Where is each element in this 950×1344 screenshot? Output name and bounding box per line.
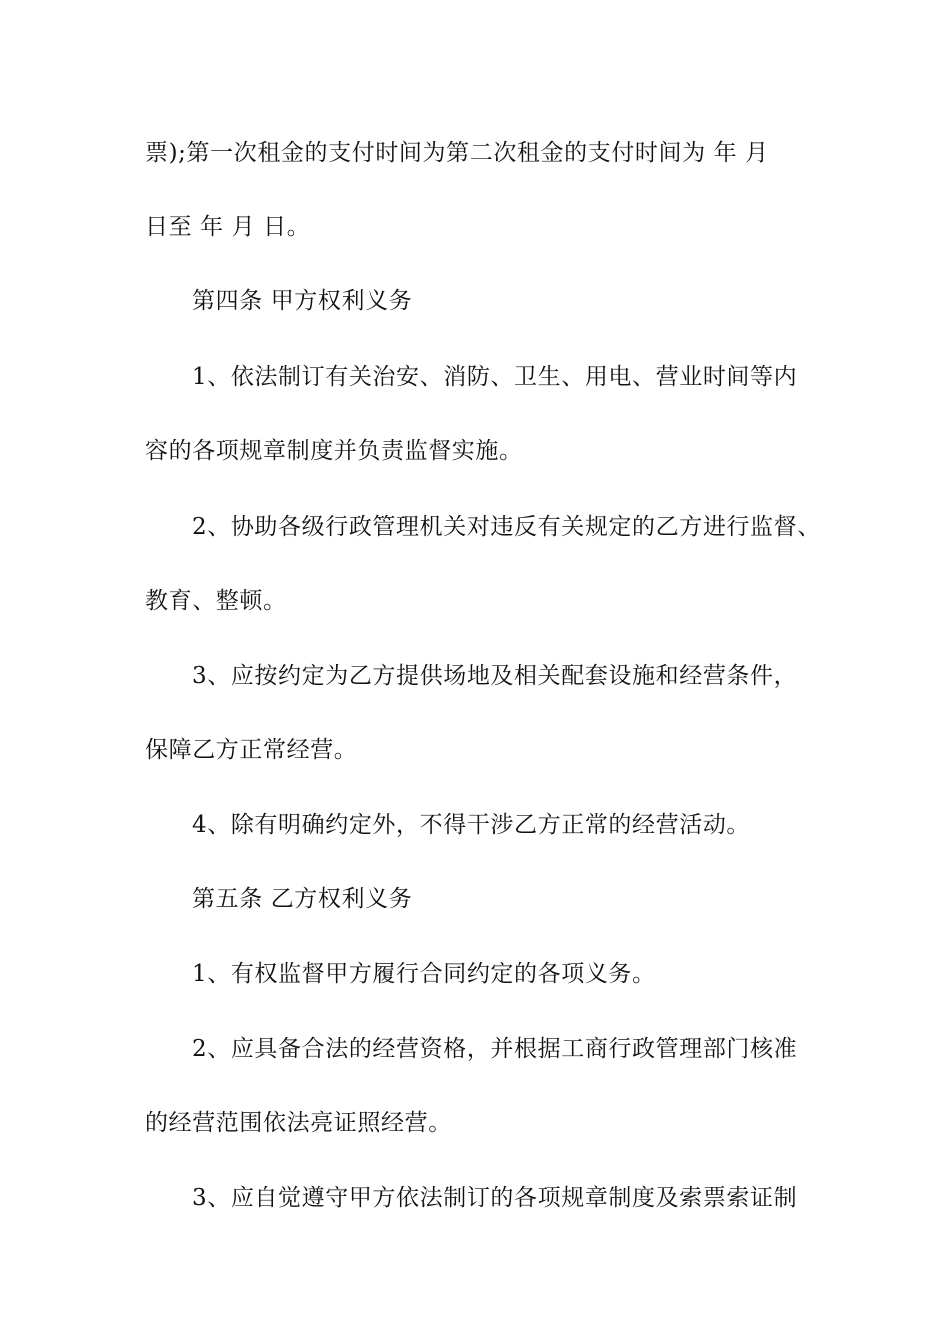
text-line-payment-date-range: 日至 年 月 日。 <box>145 214 311 240</box>
article-four-item-2-line-2: 教育、整顿。 <box>145 588 287 614</box>
article-five-item-3-line-1: 3、应自觉遵守甲方依法制订的各项规章制度及索票索证制 <box>192 1185 798 1211</box>
article-four-item-2-line-1: 2、协助各级行政管理机关对违反有关规定的乙方进行监督、 <box>192 514 821 540</box>
article-four-item-4: 4、除有明确约定外，不得干涉乙方正常的经营活动。 <box>192 812 751 838</box>
article-four-item-3-line-2: 保障乙方正常经营。 <box>145 737 358 763</box>
article-four-item-1-line-2: 容的各项规章制度并负责监督实施。 <box>145 438 523 464</box>
article-five-item-1: 1、有权监督甲方履行合同约定的各项义务。 <box>192 961 656 987</box>
article-five-item-2-line-1: 2、应具备合法的经营资格，并根据工商行政管理部门核准 <box>192 1036 798 1062</box>
article-four-heading: 第四条 甲方权利义务 <box>192 288 413 314</box>
text-line-rent-payment-time: 票);第一次租金的支付时间为第二次租金的支付时间为 年 月 <box>145 140 769 166</box>
article-four-item-3-line-1: 3、应按约定为乙方提供场地及相关配套设施和经营条件， <box>192 663 798 689</box>
article-five-item-2-line-2: 的经营范围依法亮证照经营。 <box>145 1110 452 1136</box>
article-five-heading: 第五条 乙方权利义务 <box>192 886 413 912</box>
article-four-item-1-line-1: 1、依法制订有关治安、消防、卫生、用电、营业时间等内 <box>192 364 798 390</box>
